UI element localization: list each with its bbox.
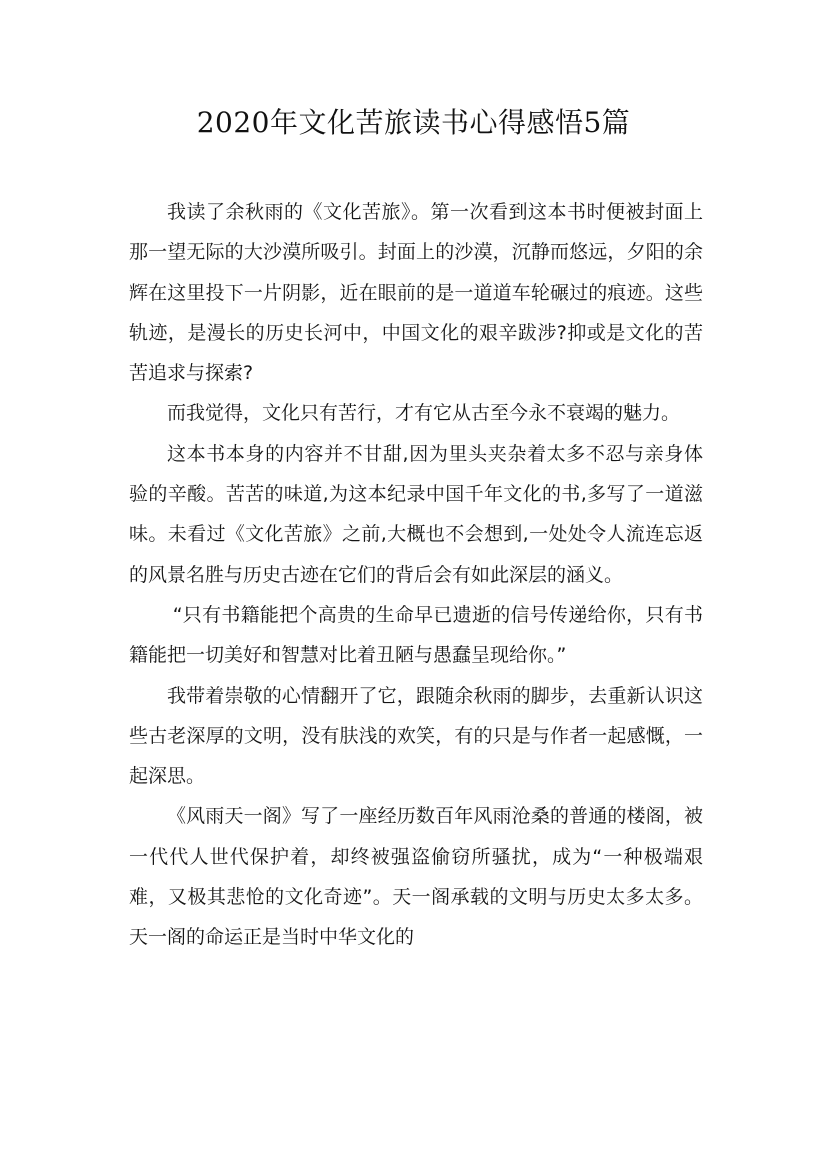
paragraph-5: 我带着崇敬的心情翻开了它，跟随余秋雨的脚步，去重新认识这些古老深厚的文明，没有肤浅的欢笑，有的只是与作者一起感慨，一起深思。: [129, 684, 703, 788]
document-body: [129, 192, 703, 958]
paragraph-3: 这本书本身的内容并不甘甜,因为里头夹杂着太多不忍与亲身体验的辛酸。苦苦的味道,为这本纪录中国千年文化的书,多写了一道滋味。未看过《文化苦旅》之前,大概也不会想到,一处处令人流连忘返的风景名胜与历史古迹在它们的背后会有如此深层的涵义。: [129, 442, 703, 586]
paragraph-1: 我读了余秋雨的《文化苦旅》。第一次看到这本书时便被封面上那一望无际的大沙漠所吸引。封面上的沙漠，沉静而悠远，夕阳的余辉在这里投下一片阴影，近在眼前的是一道道车轮碾过的痕迹。这些轨迹，是漫长的历史长河中，中国文化的艰辛跋涉?抑或是文化的苦苦追求与探索?: [129, 201, 703, 385]
quote-paragraph: “只有书籍能把个高贵的生命早已遗逝的信号传递给你，只有书籍能把一切美好和智慧对比着丑陋与愚蠢呈现给你。”: [129, 603, 703, 667]
paragraph-6: 《风雨天一阁》写了一座经历数百年风雨沧桑的普通的楼阁，被一代代人世代保护着，却终被强盗偷窃所骚扰，成为“一种极端艰难，又极其悲怆的文化奇迹”。天一阁承载的文明与历史太多太多。天一阁的命运正是当时中华文化的: [129, 805, 703, 949]
document-title: 2020年文化苦旅读书心得感悟5篇: [196, 106, 631, 139]
paragraph-2: 而我觉得，文化只有苦行，才有它从古至今永不衰竭的魅力。: [167, 402, 681, 425]
